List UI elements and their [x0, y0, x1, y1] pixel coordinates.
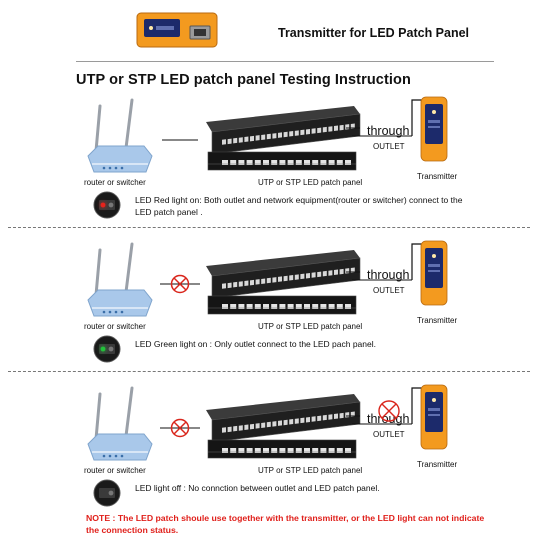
patch-panel-icon: [204, 388, 364, 469]
led-state-description: LED Green light on : Only outlet connect to the LED pach panel.: [135, 339, 376, 349]
test-section: [0, 288, 540, 493]
header-title: Transmitter for LED Patch Panel: [278, 26, 470, 40]
patch-panel-label: UTP or STP LED patch panel: [258, 322, 363, 331]
led-state-description: LED light off : No connction between outlet and LED patch panel.: [135, 483, 380, 493]
led-state-description: LED Red light on: Both outlet and network equipment(router or switcher) connect to the LED patch panel .: [135, 195, 463, 217]
transmitter-label: Transmitter: [417, 316, 458, 325]
router-icon: [86, 384, 156, 474]
patch-panel-label: UTP or STP LED patch panel: [258, 466, 363, 475]
router-label: router or switcher: [84, 178, 146, 187]
no-connection-icon: [160, 416, 200, 445]
no-connection-icon: [376, 398, 402, 429]
outlet-label: OUTLET: [373, 142, 405, 151]
test-section: [0, 0, 540, 217]
test-section: [0, 144, 540, 349]
transmitter-icon: [420, 384, 450, 455]
led-indicator-icon: [92, 478, 122, 513]
outlet-label: OUTLET: [373, 430, 405, 439]
through-label: through: [367, 268, 410, 282]
through-label: through: [367, 124, 410, 138]
outlet-label: OUTLET: [373, 286, 405, 295]
through-label: through: [367, 412, 410, 426]
transmitter-label: Transmitter: [417, 172, 458, 181]
section-divider: [8, 371, 530, 372]
router-label: router or switcher: [84, 466, 146, 475]
section-divider: [8, 227, 530, 228]
instruction-title: UTP or STP LED patch panel Testing Instruction: [76, 72, 411, 88]
transmitter-label: Transmitter: [417, 460, 458, 469]
patch-panel-label: UTP or STP LED patch panel: [258, 178, 363, 187]
router-label: router or switcher: [84, 322, 146, 331]
note-text: NOTE : The LED patch shoule use together with the transmitter, or the LED light can not indicate the connection status.: [86, 513, 485, 535]
